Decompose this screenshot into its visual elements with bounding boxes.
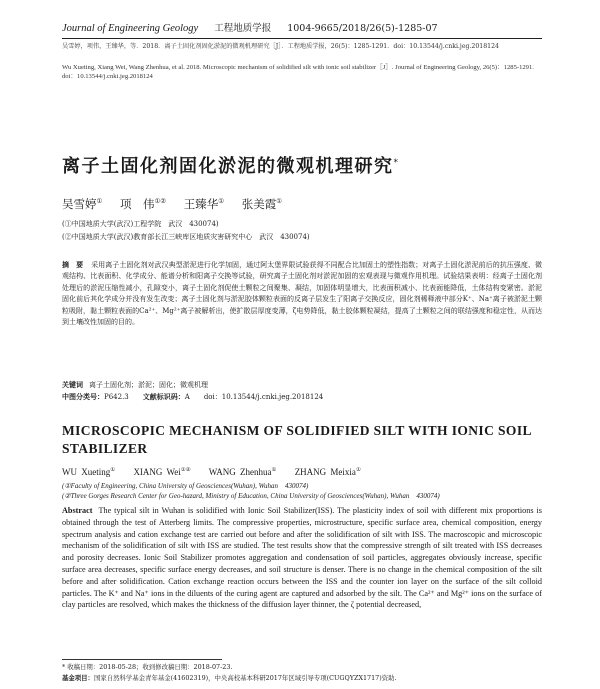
class-number: 中图分类号：P642.3 (62, 392, 129, 401)
abstract-en-text: The typical silt in Wuhan is solidified with Ionic Soil Stabilizer(ISS). The plasticity index of soil with different mix proportions is obtained through the test of Atterberg limits. The compressive properties, microstructure, specific surface area, chemical composition, energy spectrum analysis and cation exchange test are carried out before and after the solidification of silt with ISS. The macroscopic and microscopic mechanism of the solidification of silt with ISS are studied. The test results show that the compressive strength of silt treated with ISS decreases and porosity decreases. Ionic Soil Stabilizer promotes aggregation and condensation of soil particles, aggregates obviously increase, specific surface area decreases, specific surface energy decreases, and soil structure is denser. There is no change in the chemical composition of the silt before and after solidification. Cation exchange reaction occurs between the ISS and the counter ion layer on the surface of the silt colloid particles. The K⁺ and Na⁺ ions in the diluents of the curing agent are captured and adsorbed by the silt. The Ca²⁺ and Mg²⁺ ions on the surface of clay particles are resolved, which makes the thickness of the diffusion layer thinner, the ζ potential decreased, (62, 506, 542, 610)
authors-en (62, 467, 375, 477)
author-cn: 项 伟①② (119, 197, 167, 211)
title-cn (62, 152, 400, 178)
abstract-cn-text: 采用离子土固化剂对武汉典型淤泥进行化学加固，通过阿太堡界限试验获得不同配合比加固土的塑性指数；对离子土固化淤泥前后的抗压强度、微观结构、比表面积、化学成分、能谱分析和阳离子交换等试验，研究离子土固化剂对淤泥加固的宏观表现与微观作用机理。试验结果表明：经离子土固化剂处理后的淤泥压缩性减小，孔隙变小，离子土固化剂促使土颗粒之间聚集、凝结，加固体明显增大，比表面积减小、比表面能降低，土体结构变紧密。淤泥固化前后其化学成分并没有发生改变；离子土固化剂与淤泥胶体颗粒表面的反离子层发生了阳离子交换反应，固化剂稀释液中部分K⁺、Na⁺离子被淤泥土颗粒吸附，黏土颗粒表面的Ca²⁺、Mg²⁺离子被解析出，使扩散层厚度变薄，ζ电势降低，黏土胶体颗粒凝结，提高了土颗粒之间的联结强度和稳定性，从而达到土壤改性加固的目的。 (62, 261, 543, 327)
funding-text: 国家自然科学基金青年基金(41602319)，中央高校基本科研2017年区域引导专项(CUGQYZX1717)资助. (93, 674, 397, 682)
citation-en: Wu Xueting, Xiang Wei, Wang Zhenhua, et al. 2018. Microscopic mechanism of solidified silt with ionic soil stabilizer［J］. Journal of Engineering Geology, 26(5)：1285-1291. doi：10.13544/j.cnki.jeg.2018124 (62, 64, 534, 81)
affiliation-cn-1: (①中国地质大学(武汉)工程学院 武汉 430074) (62, 220, 219, 228)
journal-header (62, 20, 542, 39)
footnote-funding (62, 673, 397, 682)
authors-cn (62, 196, 282, 212)
journal-name: Journal of Engineering Geology (62, 23, 199, 34)
abstract-en-label: Abstract (62, 506, 93, 515)
footnote-received: * 收稿日期：2018-05-28；收到修改稿日期：2018-07-23. (62, 663, 233, 671)
title-en: MICROSCOPIC MECHANISM OF SOLIDIFIED SILT WITH IONIC SOIL STABILIZER (62, 423, 532, 456)
footnote-divider (62, 659, 222, 660)
citation-cn: 吴雪婷，项伟，王臻华，等．2018．离子土固化剂固化淤泥的微观机理研究［J］．工程地质学报，26(5)：1285-1291．doi：10.13544/j.cnki.jeg.2018124 (62, 43, 499, 50)
keywords-cn-label: 关键词 (62, 380, 83, 389)
author-cn: 张美霞① (241, 197, 283, 211)
classification-line (62, 392, 323, 402)
author-en: WANG Zhenhua① (208, 467, 277, 477)
funding-label: 基金项目： (62, 674, 94, 682)
abstract-cn-label: 摘 要 (62, 260, 84, 269)
affiliation-en-2: (②Three Gorges Research Center for Geo-hazard, Ministry of Education, China University of Geosciences(Wuhan), Wuhan 430074) (62, 492, 440, 500)
document-code: 文献标识码：A (142, 392, 190, 401)
author-cn: 王臻华① (183, 197, 225, 211)
author-en: WU Xueting① (62, 467, 116, 477)
author-en: ZHANG Meixia① (294, 467, 361, 477)
author-en: XIANG Wei①② (133, 467, 191, 477)
affiliation-cn-2: (②中国地质大学(武汉)教育部长江三峡库区地质灾害研究中心 武汉 430074) (62, 233, 310, 241)
title-cn-footnote-mark: * (393, 158, 400, 168)
affiliation-en-1: (①Faculty of Engineering, China University of Geosciences(Wuhan), Wuhan 430074) (62, 482, 309, 490)
abstract-en (62, 505, 542, 611)
keywords-cn-text: 离子土固化剂；淤泥；固化；微观机理 (89, 381, 208, 389)
abstract-cn (62, 259, 542, 328)
journal-name-cn: 工程地质学报 (214, 23, 272, 34)
issn-reference: 1004-9665/2018/26(5)-1285-07 (287, 23, 438, 34)
doi: doi：10.13544/j.cnki.jeg.2018124 (203, 393, 324, 401)
author-cn: 吴雪婷① (62, 197, 103, 211)
title-cn-text: 离子土固化剂固化淤泥的微观机理研究 (62, 156, 394, 177)
keywords-cn (62, 380, 208, 390)
